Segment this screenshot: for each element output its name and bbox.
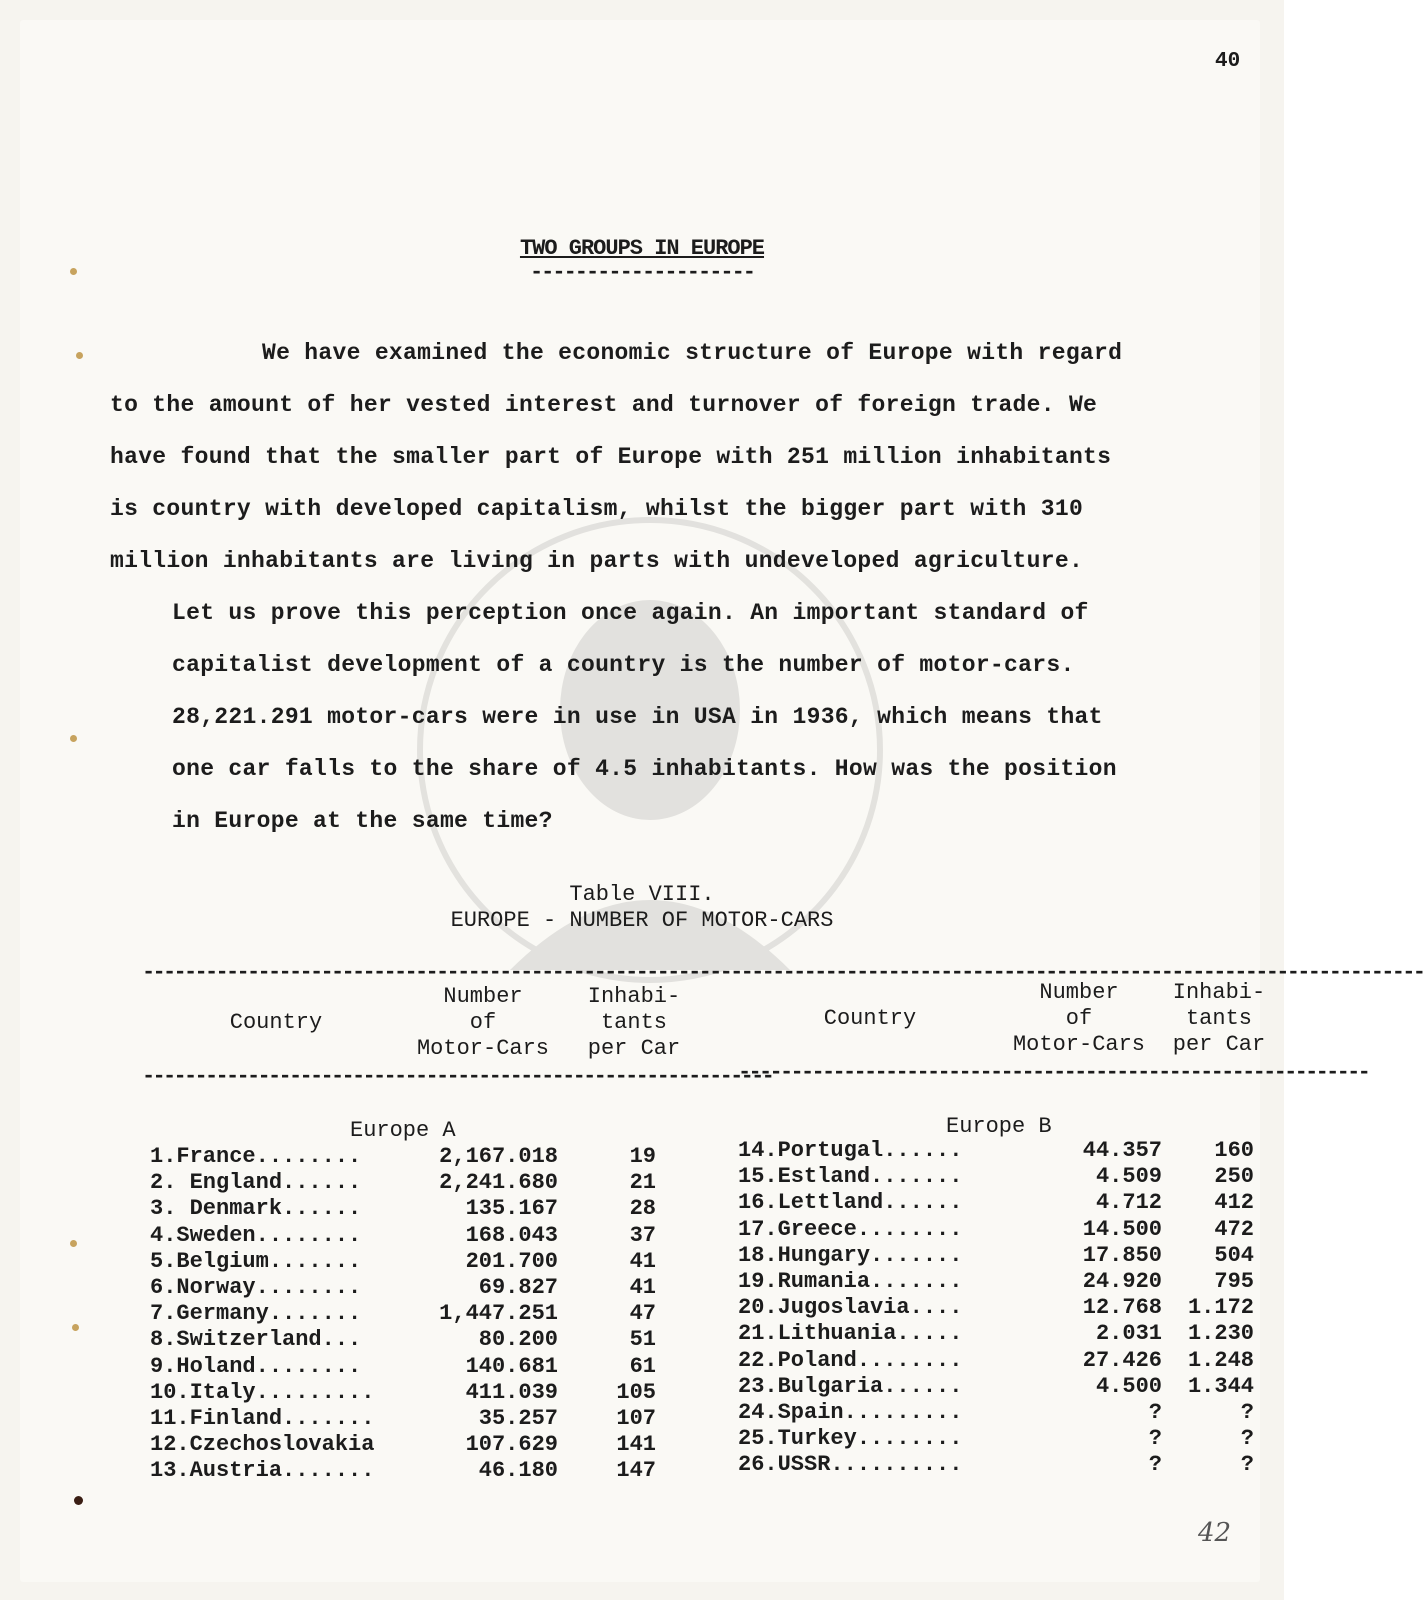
paragraph2-line: 28,221.291 motor-cars were in use in USA in 1936, which means that [172,704,1103,730]
paragraph1-line: We have examined the economic structure of Europe with regard [262,340,1123,366]
cell-country: 3. Denmark...... [150,1196,362,1222]
paragraph2-line: in Europe at the same time? [172,808,553,834]
cell-country: 9.Holand........ [150,1353,362,1379]
cell-cars: 2.031 [1095,1321,1162,1347]
cell-country: 17.Greece........ [738,1216,963,1242]
cell-cars: 107.629 [465,1432,558,1458]
col-header-cars: Number of Motor-Cars [416,984,550,1061]
cell-country: 7.Germany....... [150,1301,362,1327]
punch-mark [70,1240,77,1247]
cell-cars: 24.920 [1082,1269,1162,1294]
col-header-country-right: Country [823,1006,917,1031]
cell-per-car: 141 [616,1432,656,1458]
cell-country: 25.Turkey........ [738,1426,963,1452]
cell-cars: 80.200 [478,1327,558,1353]
cell-country: 16.Lettland...... [738,1190,963,1216]
cell-per-car: 160 [1214,1138,1254,1163]
col-header-cars-right: Number of Motor-Cars [1012,980,1146,1057]
cell-per-car: 51 [629,1327,656,1353]
table-title: EUROPE - NUMBER OF MOTOR-CARS [450,908,834,933]
cell-country: 20.Jugoslavia.... [738,1295,963,1321]
cell-country: 21.Lithuania..... [738,1321,963,1347]
cell-country: 22.Poland........ [738,1347,963,1373]
punch-mark [76,352,83,359]
cell-cars: 168.043 [465,1222,558,1248]
page-number: 40 [1215,50,1241,73]
paragraph1-line: have found that the smaller part of Europe with 251 million inhabitants [110,444,1112,470]
cell-cars: 411.039 [465,1379,558,1405]
cell-cars: ? [1148,1426,1162,1452]
cell-country: 1.France........ [150,1144,362,1169]
cell-per-car: ? [1240,1452,1254,1478]
punch-mark [70,735,77,742]
cell-country: 4.Sweden........ [150,1222,362,1248]
cell-per-car: 41 [629,1275,656,1300]
group-b-label: Europe B [946,1114,1052,1139]
cell-per-car: 28 [629,1196,656,1222]
group-a-label: Europe A [350,1118,456,1143]
cell-per-car: 47 [629,1301,656,1327]
col-header-inhabitants: Inhabi- tants per Car [587,984,681,1061]
cell-country: 15.Estland....... [738,1164,963,1190]
paragraph2-line: one car falls to the share of 4.5 inhabitants. How was the position [172,756,1117,782]
cell-per-car: 107 [616,1406,656,1431]
cell-cars: ? [1148,1452,1162,1478]
cell-cars: 14.500 [1082,1216,1162,1242]
cell-country: 12.Czechoslovakia [150,1432,375,1458]
cell-cars: 69.827 [478,1275,558,1300]
paragraph1-line: million inhabitants are living in parts with undeveloped agriculture. [110,548,1084,574]
cell-cars: ? [1148,1400,1162,1425]
cell-per-car: 1.344 [1187,1373,1254,1399]
cell-cars: 27.426 [1082,1347,1162,1373]
cell-cars: 12.768 [1082,1295,1162,1321]
cell-country: 8.Switzerland... [150,1327,362,1353]
cell-cars: 35.257 [478,1406,558,1431]
section-heading: TWO GROUPS IN EUROPE [519,236,765,261]
cell-country: 10.Italy......... [150,1379,375,1405]
cell-cars: 135.167 [465,1196,558,1222]
cell-country: 14.Portugal...... [738,1138,963,1163]
cell-cars: 4.500 [1095,1373,1162,1399]
cell-country: 24.Spain......... [738,1400,963,1425]
cell-country: 26.USSR.......... [738,1452,963,1478]
table-caption: Table VIII. [569,882,715,907]
cell-per-car: 19 [629,1144,656,1169]
cell-cars: 1,447.251 [439,1301,558,1327]
col-header-country: Country [229,1010,323,1035]
cell-country: 5.Belgium....... [150,1248,362,1274]
paragraph1-line: to the amount of her vested interest and turnover of foreign trade. We [110,392,1098,418]
cell-per-car: 250 [1214,1164,1254,1190]
cell-cars: 201.700 [465,1248,558,1274]
cell-country: 19.Rumania....... [738,1269,963,1294]
cell-cars: 17.850 [1082,1242,1162,1268]
cell-cars: 44.357 [1082,1138,1162,1163]
heading-underline: -------------------- [529,260,755,285]
cell-country: 2. England...... [150,1170,362,1196]
cell-per-car: 21 [629,1170,656,1196]
cell-cars: 140.681 [465,1353,558,1379]
cell-country: 11.Finland....... [150,1406,375,1431]
cell-per-car: 147 [616,1458,656,1484]
punch-mark [72,1324,79,1331]
cell-per-car: ? [1240,1400,1254,1425]
cell-cars: 2,167.018 [439,1144,558,1169]
header-rule-left: ------------------------------------------------------------ [142,1064,773,1089]
col-header-inhabitants-right: Inhabi- tants per Car [1172,980,1266,1057]
cell-per-car: 795 [1214,1269,1254,1294]
cell-per-car: 504 [1214,1242,1254,1268]
cell-cars: 46.180 [478,1458,558,1484]
header-rule-right: ------------------------------------------------------------ [738,1060,1369,1085]
cell-cars: 4.712 [1095,1190,1162,1216]
paragraph2-line: Let us prove this perception once again. An important standard of [172,600,1089,626]
punch-mark [74,1496,83,1505]
cell-cars: 4.509 [1095,1164,1162,1190]
cell-per-car: 61 [629,1353,656,1379]
cell-country: 18.Hungary....... [738,1242,963,1268]
handwritten-page-note: 42 [1198,1518,1232,1548]
cell-per-car: 105 [616,1379,656,1405]
cell-per-car: 37 [629,1222,656,1248]
paragraph2-line: capitalist development of a country is the number of motor-cars. [172,652,1075,678]
cell-per-car: 412 [1214,1190,1254,1216]
cell-country: 23.Bulgaria...... [738,1373,963,1399]
cell-per-car: 472 [1214,1216,1254,1242]
cell-cars: 2,241.680 [439,1170,558,1196]
cell-per-car: 1.230 [1187,1321,1254,1347]
cell-per-car: ? [1240,1426,1254,1452]
cell-per-car: 1.172 [1187,1295,1254,1321]
cell-country: 6.Norway........ [150,1275,362,1300]
cell-per-car: 1.248 [1187,1347,1254,1373]
table-top-rule: -------------------------------------------------------------------------------------------------------------------------- [142,960,1423,985]
cell-per-car: 41 [629,1248,656,1274]
paragraph1-line: is country with developed capitalism, whilst the bigger part with 310 [110,496,1084,522]
cell-country: 13.Austria....... [150,1458,375,1484]
